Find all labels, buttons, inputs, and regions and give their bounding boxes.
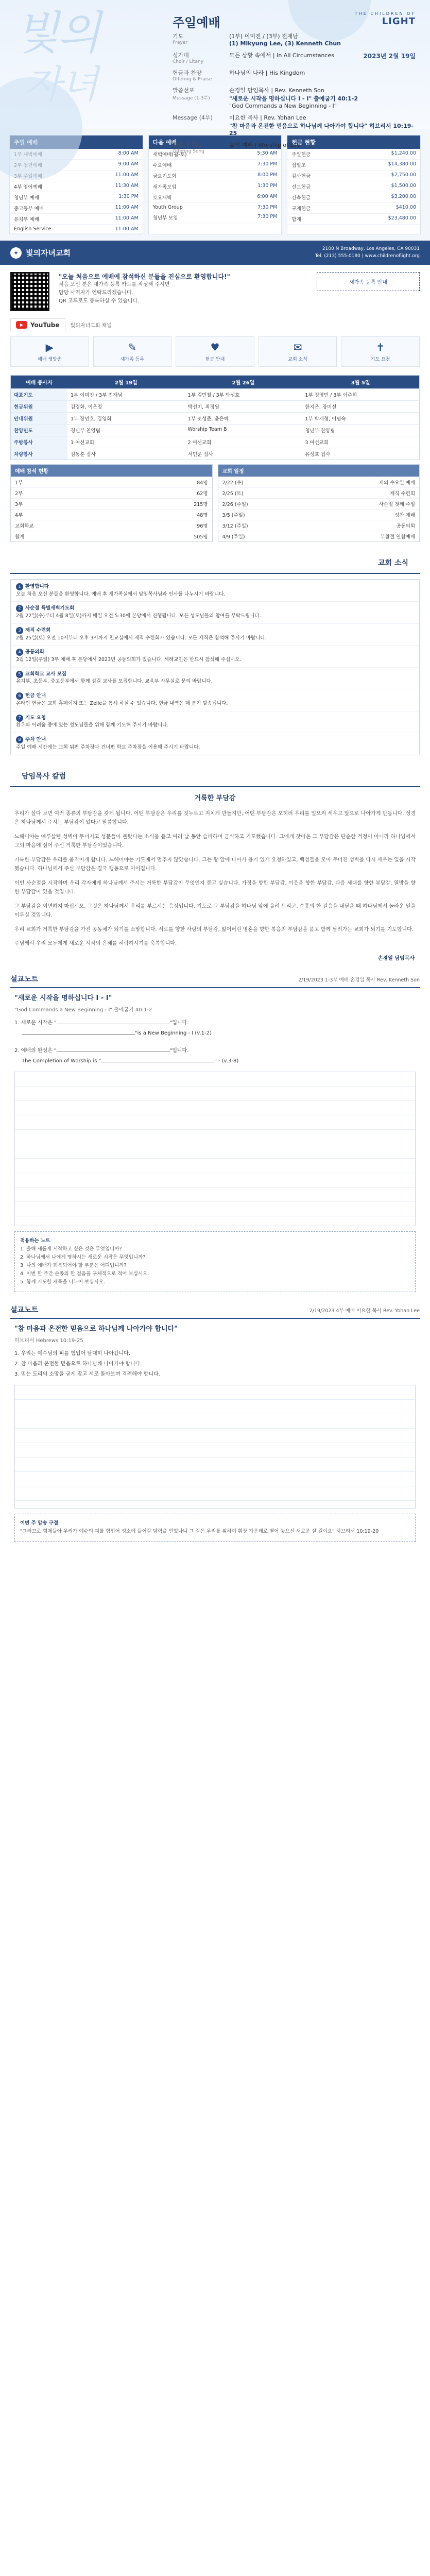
- volunteer-schedule: [10, 375, 420, 460]
- stats-boxes: [10, 464, 420, 542]
- sermon-note-1-header: [10, 974, 420, 988]
- fill-1-suffix: "입니다.: [169, 1020, 189, 1026]
- column-signature: 손경일 담임목사: [377, 955, 415, 961]
- icon-box-icon: ♥: [210, 341, 220, 353]
- youtube-link[interactable]: [10, 318, 65, 331]
- row-value: 7:30 PM: [257, 205, 278, 210]
- sermon-2-note-area[interactable]: [14, 1385, 416, 1509]
- application-item: 4. 이번 한 주간 순종의 한 걸음을 구체적으로 적어 보십시오.: [20, 1271, 149, 1277]
- stats-row: [218, 520, 420, 531]
- row-value: 11:00 AM: [115, 215, 139, 221]
- stats-value: 제직 수련회: [390, 491, 415, 497]
- welcome-line: 처음 오신 분은 새가족 등록 카드를 작성해 주시면: [59, 282, 170, 287]
- icon-box-label: 기도 요청: [370, 357, 390, 362]
- notice-item: [11, 689, 419, 710]
- row-value: $1,240.00: [391, 150, 417, 156]
- notice-body: 3월 12일(주일) 3부 예배 후 본당에서 2023년 공동의회가 있습니다. 세례교인은 반드시 참석해 주십시오.: [16, 657, 242, 663]
- row-label: 주일헌금: [291, 152, 311, 158]
- stats-label: 2부: [15, 491, 23, 497]
- row-value: 8:00 PM: [257, 172, 278, 178]
- sermon-note-label: 설교노트: [10, 975, 39, 984]
- stats-label: 교회학교: [15, 523, 34, 529]
- icon-box-label: 예배 생방송: [38, 357, 62, 362]
- schedule-head-cell: 2월 19일: [67, 376, 185, 388]
- info-table-row: [10, 214, 143, 225]
- notice-title: 헌금 안내: [25, 693, 46, 699]
- row-value: 1:30 PM: [257, 183, 278, 189]
- stats-value: 공동의회: [396, 523, 415, 529]
- stats-value: 재의 수요일 예배: [379, 480, 415, 486]
- column-paragraph: 주님께서 우리 모두에게 새로운 시작의 은혜를 허락하시기를 축복합니다.: [14, 941, 177, 946]
- order-row: [173, 111, 420, 139]
- notice-body: 환우와 어려움 중에 있는 성도님들을 위해 함께 기도해 주시기 바랍니다.: [16, 722, 169, 728]
- stats-row: [11, 531, 212, 541]
- welcome-line: QR 코드로도 등록하실 수 있습니다.: [59, 298, 140, 304]
- page-title: 주일예배: [173, 15, 220, 30]
- welcome-line: 담당 사역자가 연락드리겠습니다.: [59, 290, 133, 296]
- column-heading: 거룩한 부담감: [194, 794, 236, 802]
- order-label-en: Prayer: [173, 40, 188, 45]
- order-value: [229, 32, 420, 47]
- notice-title: 주차 안내: [25, 737, 46, 743]
- notice-body: 오늘 처음 오신 분들을 환영합니다. 예배 후 새가족실에서 담임목사님과 인사를 나누시기 바랍니다.: [16, 591, 226, 597]
- application-title: 적용하는 노트: [20, 1238, 50, 1244]
- schedule-cell: 1부 박재형, 이명숙: [302, 412, 419, 424]
- column-paragraph: 이번 사순절을 시작하며 우리 각자에게 하나님께서 주시는 거룩한 부담감이 무엇인지 묻고 싶습니다. 가정을 향한 부담감, 이웃을 향한 부담감, 다음 세대를 향한 부담감, 열방을 향한 부담감이 있을 것입니다.: [14, 880, 416, 895]
- row-label: 청년부 예배: [14, 195, 39, 201]
- schedule-cell: 청년부 찬양팀: [302, 424, 419, 436]
- row-label: 수요예배: [152, 163, 172, 168]
- church-logo: [355, 11, 416, 27]
- order-label-en: Choir / Litany: [173, 59, 204, 64]
- order-row: [173, 30, 420, 49]
- notice-item: [11, 667, 419, 689]
- row-label: 합계: [291, 217, 301, 223]
- stats-label: 4/9 (주일): [222, 534, 245, 540]
- application-item: 3. 나의 예배가 회복되어야 할 부분은 어디입니까?: [20, 1262, 127, 1268]
- schedule-cell: 차량봉사: [11, 448, 67, 460]
- schedule-cell: 박선미, 최정원: [185, 400, 302, 412]
- schedule-cell: 김경화, 이은정: [67, 400, 185, 412]
- youtube-sub: 빛의자녀교회 채널: [70, 323, 112, 329]
- sermon-1-note-area[interactable]: [14, 1072, 416, 1226]
- stats-row: [218, 477, 420, 487]
- schedule-cell: 주방봉사: [11, 436, 67, 448]
- newcomer-badge-label: 새가족 등록 안내: [349, 280, 387, 285]
- row-value: 11:00 AM: [115, 226, 139, 232]
- stats-value: 215명: [194, 502, 208, 507]
- stats-box-title: 예배 참석 현황: [11, 465, 212, 477]
- order-row: [173, 84, 420, 111]
- icon-box-icon: ✎: [128, 341, 137, 353]
- stats-label: 4부: [15, 513, 23, 518]
- info-table-row: [287, 203, 420, 214]
- welcome-lines: [59, 281, 230, 306]
- cover-watermark: 빛의: [15, 6, 99, 59]
- memory-text: "그러므로 형제들아 우리가 예수의 피를 힘입어 성소에 들어갈 담력을 얻었나니 그 길은 우리를 위하여 휘장 가운데로 열어 놓으신 새로운 살 길이요" 히브리서 10:19-20: [20, 1529, 379, 1535]
- info-table-row: [287, 192, 420, 203]
- service-order: [173, 30, 420, 156]
- notices-title: 교회 소식: [10, 552, 420, 574]
- schedule-head-cell: 2월 26일: [185, 376, 302, 388]
- icon-box[interactable]: [341, 336, 420, 367]
- stats-label: 3/12 (주일): [222, 523, 248, 529]
- info-table-row: [10, 225, 143, 234]
- icon-box-label: 헌금 안내: [205, 357, 225, 362]
- schedule-row: [11, 388, 419, 400]
- application-item: 5. 함께 기도할 제목을 나누어 보십시오.: [20, 1279, 105, 1285]
- stats-row: [218, 509, 420, 520]
- pastor-column-title: 담임목사 칼럼: [10, 766, 420, 787]
- info-table-title: 다음 예배: [149, 135, 282, 149]
- row-value: $1,500.00: [391, 183, 417, 189]
- column-paragraph: 그 부담감을 외면하지 마십시오. 그것은 하나님께서 우리를 부르시는 음성입니다. 기도로 그 부담감을 하나님 앞에 올려 드리고, 순종의 한 걸음을 내딛을 때 하나님께서 놀라운 일을 이루실 것입니다.: [14, 903, 416, 918]
- application-item: 2. 하나님께서 나에게 명하시는 새로운 시작은 무엇입니까?: [20, 1254, 146, 1260]
- column-paragraph: 우리 교회가 거룩한 부담감을 가진 공동체가 되기를 소망합니다. 서로를 향한 사랑의 부담감, 잃어버린 영혼을 향한 복음의 부담감을 품고 함께 달려가는 교회가 되기를 기도합니다.: [14, 926, 414, 933]
- row-value: 9:00 AM: [118, 161, 139, 167]
- schedule-cell: 1부 김민철 / 3부 박성호: [185, 388, 302, 400]
- order-label-en: Offering Song: [173, 149, 204, 154]
- order-label: Message (4부): [173, 114, 213, 121]
- info-table-row: [149, 212, 282, 223]
- notices: [10, 579, 420, 755]
- column-paragraph: 거룩한 부담감은 우리를 움직이게 합니다. 느헤미야는 기도에서 멈추지 않았습니다. 그는 왕 앞에 나아가 용기 있게 요청하였고, 백성들을 모아 무너진 성벽을 다시 세우는 일을 시작했습니다. 하나님께서 주신 부담감은 결국 행동으로 이어집니다.: [14, 857, 416, 872]
- row-value: 11:30 AM: [115, 183, 139, 189]
- notice-number: 7: [16, 715, 23, 722]
- order-value-extra: "God Commands a New Beginning - Ⅰ": [229, 103, 337, 109]
- order-value-main: 이요한 목사 | Rev. Yohan Lee: [229, 114, 306, 121]
- row-label: 유치부 예배: [14, 217, 39, 223]
- order-value: [229, 51, 420, 64]
- stats-value: 48명: [197, 513, 208, 518]
- row-label: 감사헌금: [291, 174, 311, 179]
- stats-label: 3/5 (주일): [222, 513, 245, 518]
- sermon-1-english: "God Commands a New Beginning - Ⅰ" 출애굽기 40:1-2: [14, 1007, 152, 1013]
- order-label: 말씀선포 Message (1-3부): [173, 86, 229, 109]
- row-value: $23,480.00: [388, 215, 417, 221]
- stats-value: 62명: [197, 491, 208, 497]
- stats-box: [10, 464, 213, 542]
- schedule-cell: 1 여선교회: [67, 436, 185, 448]
- stats-value: 사순절 첫째 주일: [379, 502, 415, 507]
- order-value: [229, 69, 420, 82]
- row-value: 8:00 AM: [118, 150, 139, 156]
- info-table-row: [149, 203, 282, 212]
- notice-number: 1: [16, 583, 23, 590]
- order-value: [229, 113, 420, 137]
- row-value: $410.00: [395, 205, 417, 210]
- stats-box: [218, 464, 420, 542]
- row-label: 토요새벽: [152, 195, 172, 201]
- column-paragraph: 우리가 살다 보면 여러 종류의 부담감을 갖게 됩니다. 어떤 부담감은 우리를 짓누르고 지치게 만들지만, 어떤 부담감은 오히려 우리를 일으켜 세우고 앞으로 나아가게 만듭니다. 성경은 하나님께서 주시는 부담감이 있다고 말씀합니다.: [14, 810, 416, 825]
- schedule-row: [11, 436, 419, 448]
- qr-code[interactable]: [10, 272, 49, 311]
- icon-box[interactable]: [259, 336, 337, 367]
- row-label: 십일조: [291, 163, 306, 168]
- row-label: 선교헌금: [291, 184, 311, 190]
- notice-item: [11, 623, 419, 645]
- icon-boxes: [0, 336, 430, 372]
- order-label: 기도 Prayer: [173, 32, 229, 47]
- stats-value: 성찬 예배: [394, 513, 415, 518]
- church-address: [315, 246, 420, 260]
- notice-item: [11, 711, 419, 733]
- info-table-row: [10, 203, 143, 214]
- sermon-2-title: "참 마음과 온전한 믿음으로 하나님께 나아가야 합니다": [14, 1325, 178, 1333]
- order-label: 헌금과 찬양 Offering & Praise: [173, 69, 229, 82]
- schedule-cell: 서민준 집사: [185, 448, 302, 460]
- row-value: $3,200.00: [391, 194, 417, 199]
- notice-number: 6: [16, 692, 23, 700]
- row-label: 새가족모임: [152, 184, 177, 190]
- church-address-text: 2100 N Broadway, Los Angeles, CA 90031: [322, 246, 420, 251]
- church-bar: [0, 241, 430, 265]
- sermon-point: 3. 믿는 도리의 소망을 굳게 잡고 서로 돌아보며 격려해야 합니다.: [14, 1371, 160, 1378]
- sermon-1-fill: [14, 1018, 416, 1066]
- schedule-cell: Worship Team B: [185, 424, 302, 436]
- info-table-row: [149, 160, 282, 171]
- stats-box-title: 교회 일정: [218, 465, 420, 477]
- schedule-cell: 1부 조성준, 윤은혜: [185, 412, 302, 424]
- schedule-cell: 1부 정영민 / 3부 이주희: [302, 388, 419, 400]
- logo-big-text: LIGHT: [382, 16, 416, 27]
- info-table-row: [287, 160, 420, 171]
- order-value-main: 삶의 예배 | Worship of Life: [229, 142, 301, 148]
- service-date: 2023년 2월 19일: [363, 53, 416, 60]
- info-table-row: [287, 171, 420, 181]
- stats-value: 부활절 연합예배: [380, 534, 415, 540]
- stats-label: 2/26 (주일): [222, 502, 248, 507]
- info-table-row: [287, 181, 420, 192]
- column-paragraph: 느헤미야는 예루살렘 성벽이 무너지고 성문들이 불탔다는 소식을 듣고 여러 날 동안 슬퍼하며 금식하고 기도했습니다. 그에게 찾아온 그 부담감은 단순한 걱정이 아니라 하나님께서 그의 마음에 심어 주신 거룩한 부담감이었습니다.: [14, 834, 416, 849]
- order-value: [229, 141, 420, 154]
- stats-row: [218, 531, 420, 541]
- icon-box-icon: ✉: [293, 341, 302, 353]
- notice-item: [11, 733, 419, 754]
- row-label: Youth Group: [152, 205, 183, 210]
- row-label: 중고등부 예배: [14, 206, 44, 212]
- church-phone[interactable]: Tel. (213) 555-0180 | www.childrenoflight.org: [315, 253, 420, 259]
- schedule-cell: 안내위원: [11, 412, 67, 424]
- notice-body: 주일 예배 시간에는 교회 뒤편 주차장과 건너편 학교 주차장을 이용해 주시기 바랍니다.: [16, 744, 200, 750]
- notice-number: 4: [16, 649, 23, 656]
- schedule-cell: 1부 이미진 / 3부 전재남: [67, 388, 185, 400]
- stats-row: [218, 498, 420, 509]
- sermon-note-2-header: [10, 1304, 420, 1319]
- schedule-row: [11, 448, 419, 460]
- row-label: 청년부 모임: [152, 215, 178, 221]
- stats-value: 84명: [197, 480, 208, 486]
- notice-title: 제직 수련회: [25, 627, 51, 633]
- info-table-row: [149, 171, 282, 181]
- info-table-row: [149, 181, 282, 192]
- row-label: 4부 영어예배: [14, 184, 42, 190]
- order-row: [173, 49, 420, 66]
- order-label: 찬송과 축도 Offering Song: [173, 141, 229, 154]
- fill-blank[interactable]: [22, 1034, 135, 1035]
- notice-title: 환영합니다: [25, 584, 49, 589]
- sermon-note-meta: 2/19/2023 4부 예배 이요한 목사 Rev. Yohan Lee: [309, 1308, 420, 1314]
- sermon-point: 2. 참 마음과 온전한 믿음으로 하나님께 나아가야 합니다.: [14, 1361, 142, 1367]
- row-value: 7:30 PM: [257, 214, 278, 219]
- info-table-row: [10, 181, 143, 192]
- stats-row: [11, 498, 212, 509]
- icon-box-icon: ✝: [376, 341, 385, 353]
- fill-2-english: The Completion of Worship is ": [22, 1058, 101, 1064]
- stats-label: 2/22 (수): [222, 480, 244, 486]
- schedule-cell: 청년부 찬양팀: [67, 424, 185, 436]
- schedule-header: [11, 376, 419, 388]
- order-value: [229, 86, 420, 109]
- info-table-row: [10, 192, 143, 203]
- order-value-detail: "새로운 시작을 명하십니다 I - Ⅰ" 출애굽기 40:1-2: [229, 95, 358, 102]
- youtube-row: [0, 318, 430, 336]
- order-value-main: 하나님의 나라 | His Kingdom: [229, 70, 305, 76]
- notice-number: 3: [16, 627, 23, 634]
- order-value-detail: "참 마음과 온전한 믿음으로 하나님께 나아가야 합니다" 히브리서 10:19-25: [229, 123, 414, 137]
- sermon-2-points: [14, 1349, 416, 1380]
- notice-item: [11, 645, 419, 667]
- stats-label: 1부: [15, 480, 23, 486]
- notice-item: [11, 580, 419, 601]
- order-row: [173, 66, 420, 84]
- schedule-cell: 헌금위원: [11, 400, 67, 412]
- schedule-cell: 찬양인도: [11, 424, 67, 436]
- notice-title: 교회학교 교사 모집: [25, 671, 67, 677]
- stats-value: 505명: [194, 534, 208, 540]
- schedule-cell: 김동훈 집사: [67, 448, 185, 460]
- fill-2-suffix: "입니다.: [169, 1047, 189, 1054]
- schedule-row: [11, 424, 419, 436]
- sermon-note-meta: 2/19/2023 1-3부 예배 손경일 목사 Rev. Kenneth Son: [298, 977, 420, 983]
- sermon-point: 1. 우리는 예수님의 피를 힘입어 담대히 나아갑니다.: [14, 1351, 130, 1357]
- fill-1-english: "is a New Beginning - Ⅰ (v.1-2): [135, 1030, 212, 1036]
- welcome-title: "오늘 처음으로 예배에 참석하신 분들을 진심으로 환영합니다!": [59, 273, 230, 280]
- sermon-note-label: 설교노트: [10, 1306, 39, 1315]
- icon-box-label: 새가족 등록: [120, 357, 145, 362]
- sermon-1-title: "새로운 시작을 명하십니다 I - Ⅰ": [14, 994, 112, 1002]
- notice-number: 5: [16, 671, 23, 678]
- stats-row: [11, 477, 212, 487]
- memory-label: 이번 주 암송 구절: [20, 1520, 59, 1527]
- notice-number: 2: [16, 605, 23, 612]
- logo-small-text: THE CHILDREN OF: [354, 11, 416, 16]
- row-label: 금요기도회: [152, 174, 177, 179]
- row-value: 5:30 AM: [257, 150, 278, 156]
- row-value: 7:30 PM: [257, 161, 278, 167]
- stats-label: 2/25 (토): [222, 491, 244, 497]
- stats-row: [11, 509, 212, 520]
- icon-box[interactable]: [176, 336, 254, 367]
- notice-title: 사순절 특별새벽기도회: [25, 605, 75, 612]
- application-item: 1. 올해 새롭게 시작하고 싶은 것은 무엇입니까?: [20, 1246, 122, 1252]
- row-label: 새벽예배(월-토): [152, 152, 187, 158]
- church-emblem-icon: ✦: [10, 247, 22, 259]
- stats-row: [218, 487, 420, 498]
- order-value-main: (1부) 이미진 / (3부) 전재남: [229, 33, 298, 40]
- youtube-play-icon: ▶: [16, 321, 27, 329]
- schedule-head-cell: 예배 봉사자: [11, 376, 67, 388]
- row-value: $14,380.00: [388, 161, 417, 167]
- church-name-text: 빛의자녀교회: [26, 248, 71, 258]
- youtube-label: YouTube: [30, 321, 60, 329]
- stats-row: [11, 520, 212, 531]
- stats-label: 합계: [15, 534, 25, 540]
- order-label: 성가대 Choir / Litany: [173, 51, 229, 64]
- schedule-cell: 3 여선교회: [302, 436, 419, 448]
- notice-body: 유치부, 초등부, 중고등부에서 함께 섬길 교사를 모집합니다. 교육부 사무실로 문의 바랍니다.: [16, 679, 213, 685]
- row-value: 6:00 AM: [257, 194, 278, 199]
- newcomer-badge[interactable]: [317, 272, 420, 291]
- notice-title: 공동의회: [25, 649, 44, 655]
- fill-2-english-suffix: " - (v.3-8): [214, 1058, 239, 1064]
- fill-2-prefix: 2. 예배의 완성은 ": [14, 1047, 57, 1054]
- info-table-row: [149, 192, 282, 203]
- order-value-main: 손경일 담임목사 | Rev. Kenneth Son: [229, 87, 324, 94]
- schedule-cell: 유성호 집사: [302, 448, 419, 460]
- notice-item: [11, 601, 419, 623]
- notice-title: 기도 요청: [25, 715, 46, 721]
- row-label: 구제헌금: [291, 206, 311, 212]
- row-value: 11:00 AM: [115, 205, 139, 210]
- church-name: [10, 247, 71, 259]
- row-value: $2,750.00: [391, 172, 417, 178]
- icon-box[interactable]: [93, 336, 172, 367]
- order-label-en: Message (1-3부): [173, 96, 210, 101]
- notice-number: 8: [16, 736, 23, 743]
- icon-box[interactable]: [10, 336, 89, 367]
- row-label: English Service: [14, 226, 51, 232]
- schedule-row: [11, 400, 419, 412]
- icon-box-label: 교회 소식: [288, 357, 307, 362]
- memory-verse: [14, 1514, 416, 1541]
- order-label-en: Offering & Praise: [173, 77, 212, 82]
- order-value-detail: (1) Mikyung Lee, (3) Kenneth Chun: [229, 40, 341, 47]
- row-label: 건축헌금: [291, 195, 311, 201]
- stats-row: [11, 487, 212, 498]
- info-table-title: 헌금 현황: [287, 135, 420, 149]
- schedule-head-cell: 3월 5일: [302, 376, 419, 388]
- stats-value: 96명: [197, 523, 208, 529]
- info-table-row: [287, 214, 420, 225]
- row-value: 1:30 PM: [118, 194, 139, 199]
- sermon-2-ref: 히브리서 Hebrews 10:19-25: [14, 1338, 83, 1344]
- row-value: 11:00 AM: [115, 172, 139, 178]
- notice-body: 2월 25일(토) 오전 10시부터 오후 3시까지 친교실에서 제직 수련회가 있습니다. 모든 제직은 참석해 주시기 바랍니다.: [16, 635, 267, 641]
- schedule-cell: 1부 장민호, 김영희: [67, 412, 185, 424]
- fill-1-prefix: 1. 새로운 시작은 ": [14, 1020, 57, 1026]
- cover-watermark-2: 자녀: [25, 62, 98, 107]
- welcome-section: [0, 265, 430, 318]
- schedule-row: [11, 412, 419, 424]
- schedule-cell: 한지은, 장미선: [302, 400, 419, 412]
- schedule-cell: 대표기도: [11, 388, 67, 400]
- notice-body: 2월 22일(수)부터 4월 8일(토)까지 매일 오전 5:30에 본당에서 진행됩니다. 모든 성도님들의 참여를 부탁드립니다.: [16, 613, 261, 619]
- notice-body: 온라인 헌금은 교회 홈페이지 또는 Zelle을 통해 하실 수 있습니다. 헌금 내역은 매 분기 발송됩니다.: [16, 700, 228, 706]
- schedule-cell: 2 여선교회: [185, 436, 302, 448]
- sermon-1-application: [14, 1231, 416, 1293]
- stats-label: 3부: [15, 502, 23, 507]
- icon-box-icon: ▶: [45, 341, 54, 353]
- order-row: [173, 139, 420, 156]
- order-value-main: 모든 상황 속에서 | In All Circumstances: [229, 52, 334, 59]
